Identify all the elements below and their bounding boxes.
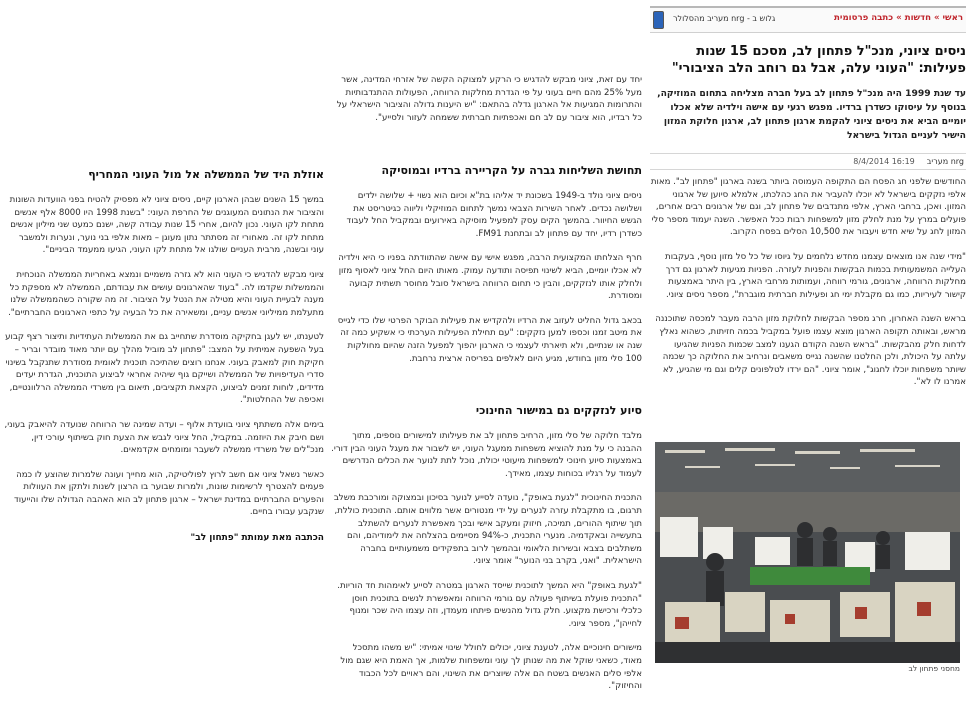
paragraph: "לגעת באופק" היא המשך לתוכנית שייסד הארגון במטרה לסייע לאימהות חד הוריות. "התכנית פועלת בשיתוף פעולה עם גורמי הרווחה ומאפשרת לנשים בתוכנית חוסן כלכלי ורכישת מקצוע. חלק גדול מהנשים פיתחו מעמדן, וזה עצמו היה שכר ומנוף לחייהן", מספר ציוני. <box>337 580 642 629</box>
middle-column-section-1 <box>330 164 642 377</box>
article-headline: ניסים ציוני, מנכ"ל פתחון לב, מסכם 15 שנות פעילות: "העוני עלה, אבל גם רוחב הלב הציבורי" <box>671 44 966 76</box>
paragraph: לטענתו, יש לעגן בחקיקה מוסדרת שתחייב גם את הממשלות העתידיות ותיצור רצף קבוע בעל השפעה אמיתית על המצב: "פתחון לב מוביל מהלך עם יותר מאוד מובדר ובריר – חקיקת חוק למאבק בעוני. אנחנו רוצים שהתיכה תוכנית לאומית מסודרת שתנקבל בשינוי סדרי העדיפויות של הממשלה ושייקם גוף שיהיה אחראי לביצוע התוכנית, הגדרת יעדים מדידים, לוחות זמנים לביצוע, הקצאת תקציבים, תיאום בין משרדי הממשלה הרלוונטיים, ואכיפה של ההחלטות". <box>5 332 324 406</box>
paragraph: "מידי שנה אנו מוצאים עצמנו מחדש נלחמים על גיוסו של כל סל מזון נוסף, בעקבות העלייה המשמעותית בכמות הבקשות והפניות לעזרה. הפניות מגיעות לארגון גם דרך מחלקות הרווחה, ארגונים, גורמי רווחה, ועמותות מרחבי הארץ, בין היתר באמצעות קישור לעיריות, כמו גם מקבלת ימי חג ופעילות חברתית מוגברת", מספר ניסים ציוני. <box>665 251 966 300</box>
mobile-phone-icon[interactable] <box>653 11 664 29</box>
section-heading: תחושת השליחות גברה על הקריירה ברדיו ובמוסיקה <box>381 164 642 177</box>
middle-column <box>330 74 642 136</box>
warehouse-photo <box>655 442 960 663</box>
article-source[interactable]: nrg מעריב <box>926 157 964 166</box>
paragraph: בכאב גדול החליט לעזוב את הרדיו ולהקדיש את פעילות הבוקר הפרטי שלו כדי לגייס את מיטב זמנו וכספו למען נזקקים: "עם תחילת הפעילות הערכתי כי אשקיע כמה זה שנה או שנתיים, ולא תיארתי לעצמי כי הארגון יהפוך למפעל הזנה שהיום מחולקות 100 סלי מזון בחודש, מגיע היום לאלפים בפריסה ארצית נרחבת. <box>337 315 642 364</box>
article-subhead: עד שנת 1999 היה מנכ"ל פתחון לב בעל חברה מצליחה בתחום המוזיקה, בנוסף על עיסוקו כשדרן ברדיו. מפגש רגעי עם אישה וילדיה שלא אכלו יומיים הביא את ניסים ציוני להקמת ארגון פתחון לב, ארגון חלוקת המזון הישיר לעניים הגדול בישראל <box>657 88 966 141</box>
warehouse-photo-illustration <box>655 442 960 663</box>
paragraph: ציוני מבקש להדגיש כי העוני הוא לא גזרה משמיים ונמצא באחריות הממשלה הנוכחית והממשלות שקדמו לה. "בעוד שהארגונים עושים את עבודתם, הממשלה לא מספקת כל מענה לבעיית העוני והיא מטילה את הנטל על הציבור. זה מה שקורה כשהממשלה שלנו מתעלמת ממיליוני אנשים עניים, ומשאירה את כל הבעיה על כתפי הארגונים החברתיים". <box>8 269 324 318</box>
paragraph: כאשר נשאל ציוני אם חשב לרוץ לפוליטיקה, הוא מחייך ועונה שלמרות שהוצע לו כמה פעמים להצטרף לרשימות שונות, ולמרות שבוער בו הרצון לשנות ולתקן את העוולות והפערים החברתיים במדינת ישראל – ארגון פתחון לב הוא האהבה הגדולה שלו והייעוד שנקבע עבורו בחיים. <box>14 469 324 518</box>
paragraph: בימים אלה משתתף ציוני בוועדת אלוף – ועדה שמינה שר הרווחה שנועדה להיאבק בעוני, ושם חיבק את היוזמה. במקביל, החל ציוני לגבש את הצעת חוק בשיתוף עורכי דין, מנכ"לים של משרדי ממשלה לשעבר ומומחים אקדמאים. <box>4 419 324 456</box>
photo-caption: מחסני פתחון לב <box>908 664 960 673</box>
paragraph: התכנית החינוכית "לגעת באופק", נועדה לסייע לנוער בסיכון ובמצוקה ומורכבת משלב תרגום, בו מתקבלת עזרה לנערים על ידי מנטורים אשר מלווים אותם. התוכנית כוללת, תוך שיתוף ההורים, תמיכה, חיזוק ומעקב אישי ובכך מאפשרת לנערים להשתלב בתעשייה ובאקדמיה. מנערי התכנית, כ-94% מסיימים בהצלחה את לימודיהם, והם משתלבים בצבא ובשירות הלאומי ובהמשך לרוב בתפקידים משמעותיים בחברה הישראלית. "ואני, בקרב בני הנוער" אומר ציוני. <box>333 493 642 567</box>
middle-column-section-2 <box>330 404 642 705</box>
paragraph: יחד עם זאת, ציוני מבקש להדגיש כי הרקע למצוקה הקשה של אזרחי המדינה, אשר מעל 25% מהם חיים בעוני על פי הגדרת מחלקות הרווחה, הפעולות ההתנדבותיות והתרומות המגיעות אל הארגון גדלה בהתאם: "יש היענות גדולה והציבור הישראלי על כל רבדיו, הוא ציבור עם לב חם ואכפתיות חברתית ששמחה לעזור ולסייע". <box>336 75 642 123</box>
paragraph: במשך 15 השנים שבהן הארגון קיים, ניסים ציוני לא מפסיק להטיח בפני הוועדות השונות והציבור את הנתונים המעוגנים של החרפת העוני: "בשנת 1998 היו 8000 אלף אנשים מתחת לקו העוני. נכון להיום, אחרי 15 שנות עבודה קשה, ישנם כמעט שני מיליון אנשים מתחת לקו זה. מאחורי זה מסתתר נתון מעוגן – מאות אלפי בני נוער, ונערות ולמשבר עוני ובשנה, מרבית העניים שולגו אל מתחת לקו העוני, הגיעו ממעמד הביניים". <box>9 195 324 256</box>
paragraph: חרף הצלחתו המקצועית הרבה, מפגש אישי עם אישה שהתוודתה בפניו כי היא וילדיה לא אכלו יומיים, הביא לשינוי תפיסה ותודעה עמוק. מאותו היום החל ציוני לאסוף מזון ולחלק אותו לנזקקים, והבין כי תחום הרווחה בישראל סובל מחוסר תשתית קבועה ומסודרת. <box>338 253 642 302</box>
paragraph: מלבד חלוקה של סלי מזון, הרחיב פתחון לב את פעילותו למישורים נוספים, מתוך ההבנה כי על מנת להוציא משפחות ממעגל העוני, יש לשבור את מעגל העוני הבין דורי. באמצעות סיוע חינוכי למשפחות מיעוטי יכולת, נוכל לתת לנוער את הכלים הנדרשים לעמוד על רגליו בכוחות עצמו, מאידך. <box>331 431 642 479</box>
paragraph: מישורים חינוכיים אלה, לטענת ציוני, יכולים לחולל שינוי אמיתי: "יש משהו מתסכל מאוד, כשאני שוקל את מה שנותן לך עוני ומשפחות שלמות, אך האמת היא שגם מול אלפי סלים האנשים בשטח הם אלה שיוצרים את השינוי, והם ראויים לכל הכבוד והחיזוק". <box>340 643 642 692</box>
section-heading: אוזלת היד של הממשלה אל מול העוני המחריף <box>88 168 324 181</box>
article-dateline <box>650 153 966 170</box>
section-heading: סיוע לנזקקים גם במישור החינוכי <box>475 404 642 417</box>
site-topbar <box>650 6 966 33</box>
breadcrumb[interactable]: ראשי » חדשות » כתבה פרסומית <box>834 13 963 23</box>
paragraph: בראש השנה האחרון, חרג מספר הבקשות לחלוקת מזון הרבה מעבר למכסה שתוכננה מראש, ובאותה תקופה הארגון מוצא עצמו פועל במקביל בכמה חזיתות, כשהוא נאלץ לדחות חלק מהבקשות. "בראש השנה הקודם הגענו למצב שכמות הפניות שהגיעו עלתה על היכולת, ולכן החלטנו שהשנה נגייס משאבים ונרחיב את החלוקה כך שכמה שיותר משפחות יוכלו לחגוג", אומר ציוני. "הם ירדו לטלפונים קלים וגם מי שהגיע, לא אמרנו לו לא". <box>655 314 966 388</box>
left-column <box>4 168 324 557</box>
article-credit: הכתבה מאת עמותת "פתחון לב" <box>190 533 324 544</box>
article-datetime: 16:19 8/4/2014 <box>853 157 915 166</box>
paragraph: החודשים שלפני חג הפסח הם התקופה העמוסה ביותר בשנה בארגון "פתחון לב". מאות אלפי נזקקים בישראל לא יוכלו להעביר את החג כהלכתו, אלמלא סיוען של ארגוני המזון. ואכן, ברחבי הארץ, אלפי מתנדבים של פתחון לב, וגם של ארגונים רבים אחרים, פועלים במרץ על מנת לחלק מזון למשפחות רבות ככל האפשר. השנה יעמוד מספר סלי המזון לחג על שיא חדש ויעבור את 10,500 הסלים בפסח הקרוב. <box>650 177 966 238</box>
mobile-link[interactable]: גלוש ב - nrg מעריב מהסלולר <box>673 14 776 23</box>
paragraph: ניסים ציוני נולד ב-1949 בשכונת יד אליהו בת"א וכיום הוא נשוי + שלושה ילדים ושלושה נכדים. לאחר השירות הצבאי נמשך לתחום המוזיקלי וליווה כגיטריסט את הגשש החיוור. בהמשך הקים עסק למפעיל מוסיקה באירועים ובמקביל החל לעבוד כשדרן רדיו, יחד עם פתחון לב ובתחנת FM91. <box>346 191 642 239</box>
right-column <box>650 6 966 401</box>
